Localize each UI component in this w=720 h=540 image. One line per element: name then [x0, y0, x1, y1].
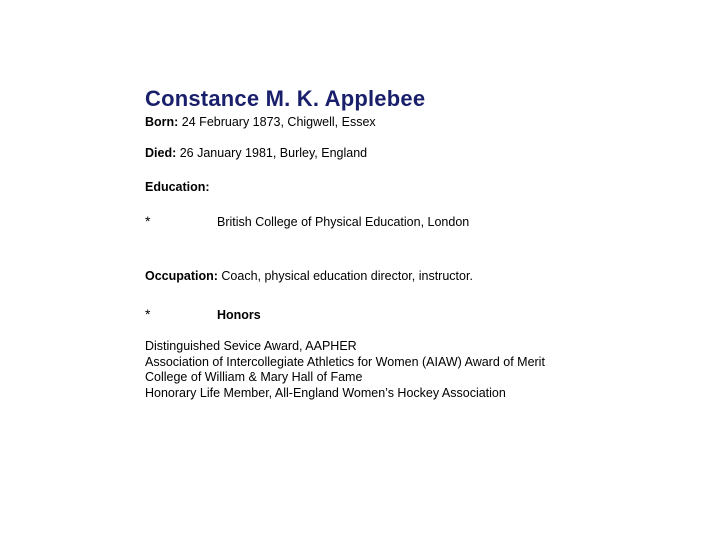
born-label: Born: [145, 115, 179, 129]
honors-heading: Honors [217, 308, 261, 322]
education-line [145, 180, 210, 194]
occupation-label: Occupation: [145, 269, 218, 283]
education-label: Education: [145, 180, 210, 194]
honors-item: Association of Intercollegiate Athletics for Women (AIAW) Award of Merit [145, 354, 545, 369]
honors-item: Honorary Life Member, All-England Women’s Hockey Association [145, 385, 506, 400]
born-value: 24 February 1873, Chigwell, Essex [178, 115, 376, 129]
occupation-line [145, 269, 473, 283]
born-line [145, 115, 376, 129]
education-bullet: * [145, 213, 151, 229]
education-item: British College of Physical Education, London [217, 215, 470, 229]
died-line [145, 146, 367, 160]
honors-bullet: * [145, 306, 151, 322]
honors-item: College of William & Mary Hall of Fame [145, 370, 363, 384]
died-label: Died: [145, 146, 177, 160]
occupation-value: Coach, physical education director, instructor. [217, 269, 473, 283]
honors-item: Distinguished Sevice Award, AAPHER [145, 339, 357, 353]
honors-list [145, 339, 545, 401]
page-title: Constance M. K. Applebee [145, 86, 426, 111]
died-value: 26 January 1981, Burley, England [176, 146, 368, 160]
